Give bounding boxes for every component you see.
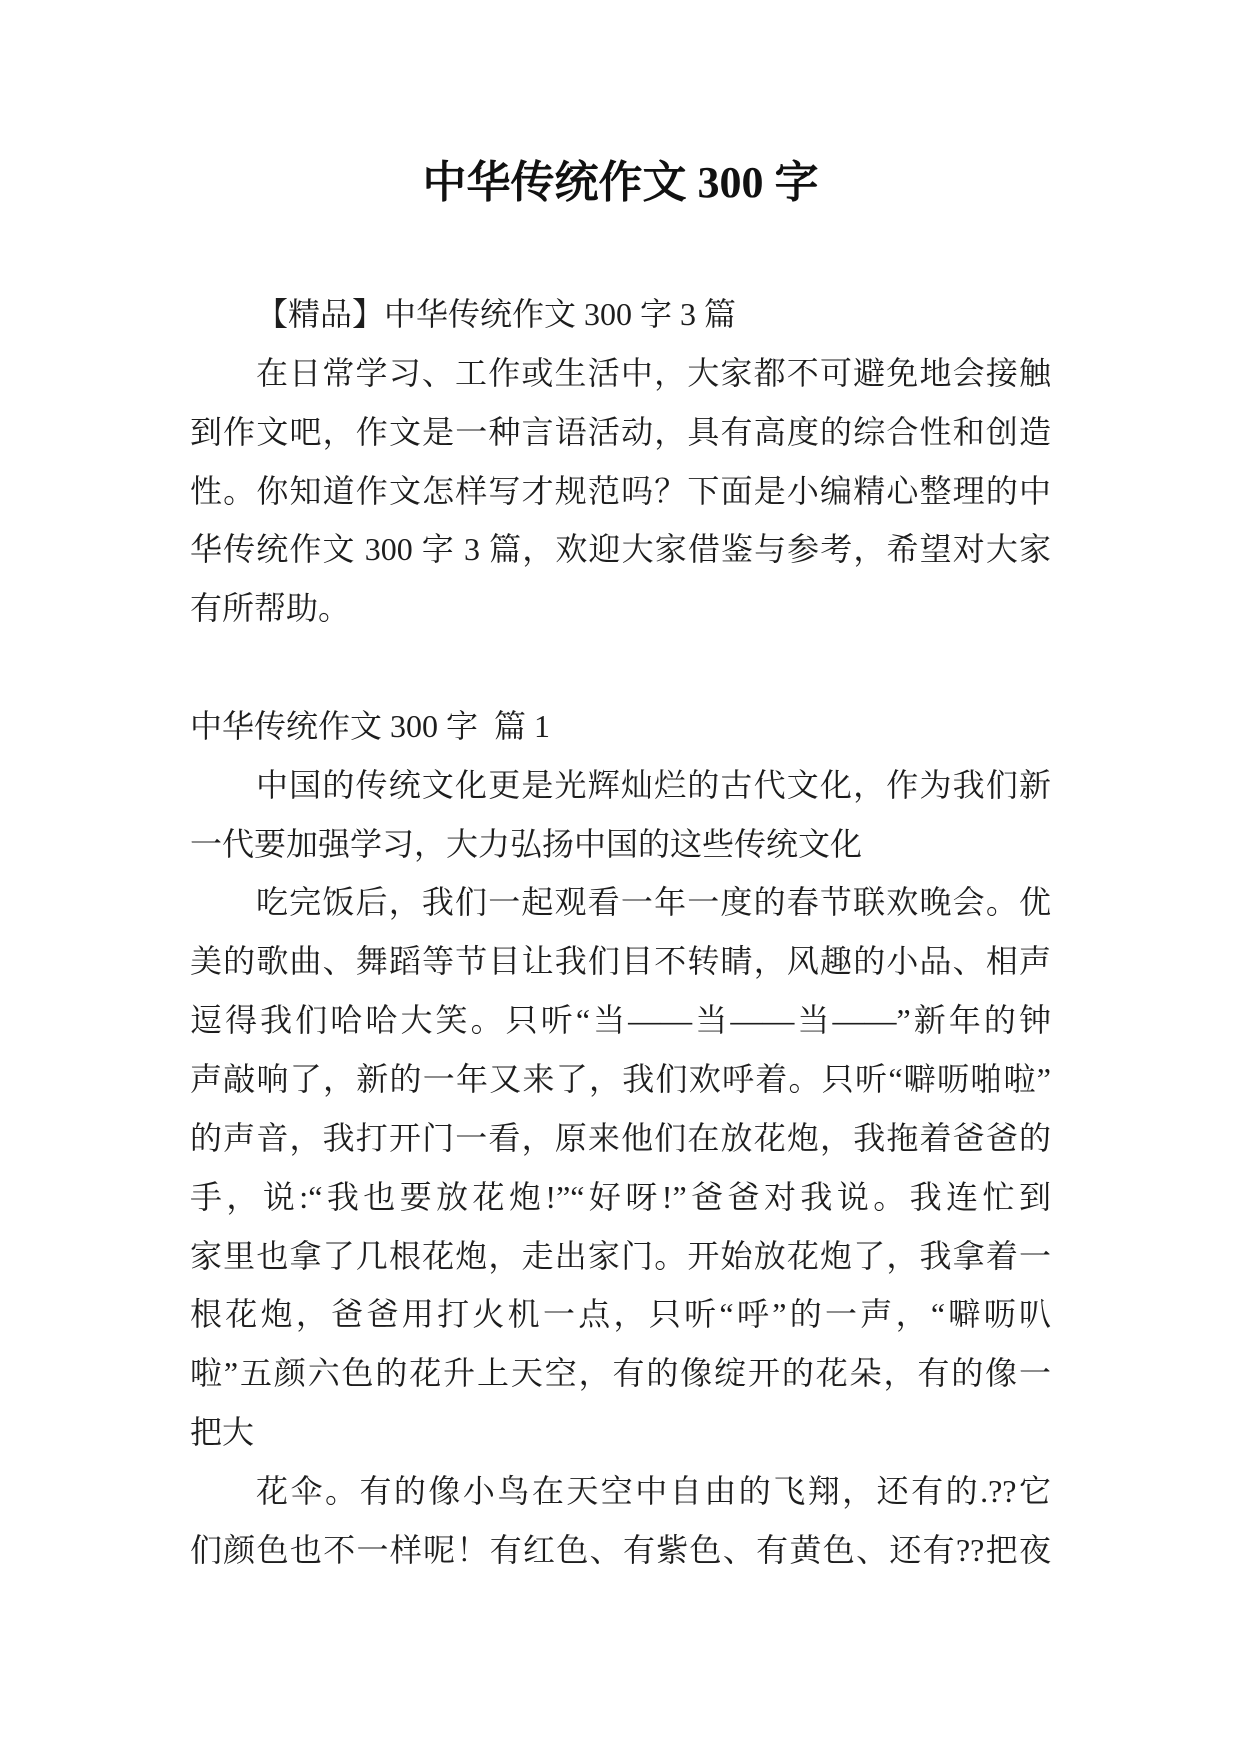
paragraph-line: 性。你知道作文怎样写才规范吗？下面是小编精心整理的中: [190, 472, 1051, 509]
document-title: 中华传统作文 300 字: [422, 158, 819, 207]
paragraph-line: 啦”五颜六色的花升上天空，有的像绽开的花朵，有的像一: [190, 1355, 1051, 1392]
paragraph-line: 华传统作文 300 字 3 篇，欢迎大家借鉴与参考，希望对大家: [190, 531, 1051, 568]
paragraph-line: 根花炮，爸爸用打火机一点，只听“呼”的一声，“噼呖叭: [190, 1296, 1051, 1333]
paragraph-line: 们颜色也不一样呢！有红色、有紫色、有黄色、还有??把夜: [190, 1531, 1051, 1568]
paragraph-line: 把大: [190, 1414, 255, 1451]
paragraph-line: 家里也拿了几根花炮，走出家门。开始放花炮了，我拿着一: [190, 1237, 1051, 1274]
section-paragraph: [190, 1462, 1051, 1580]
intro-paragraph: [190, 344, 1051, 638]
paragraph-line: 花伞。有的像小鸟在天空中自由的飞翔，还有的.??它: [256, 1472, 1051, 1509]
paragraph-line: 声敲响了，新的一年又来了，我们欢呼着。只听“噼呖啪啦”: [190, 1060, 1051, 1097]
document-body: [190, 285, 1051, 1580]
intro-heading: 【精品】中华传统作文 300 字 3 篇: [256, 296, 737, 332]
paragraph-line: 美的歌曲、舞蹈等节目让我们目不转睛，风趣的小品、相声: [190, 943, 1051, 980]
paragraph-line: 一代要加强学习，大力弘扬中国的这些传统文化: [190, 825, 863, 862]
paragraph-line: 到作文吧，作文是一种言语活动，具有高度的综合性和创造: [190, 413, 1051, 450]
paragraph-line: 在日常学习、工作或生活中，大家都不可避免地会接触: [256, 354, 1051, 391]
paragraph-line: 手，说:“我也要放花炮!”“好呀!”爸爸对我说。我连忙到: [190, 1178, 1051, 1215]
section-paragraph: [190, 756, 1051, 874]
section-paragraph: [190, 873, 1051, 1461]
paragraph-spacer: [190, 638, 1051, 697]
paragraph-line: 有所帮助。: [190, 590, 351, 627]
paragraph-line: 的声音，我打开门一看，原来他们在放花炮，我拖着爸爸的: [190, 1119, 1051, 1156]
paragraph-line: 逗得我们哈哈大笑。只听“当——当——当——”新年的钟: [190, 1002, 1051, 1039]
paragraph-line: 吃完饭后，我们一起观看一年一度的春节联欢晚会。优: [256, 884, 1051, 921]
section-heading: 中华传统作文 300 字 篇 1: [190, 707, 551, 744]
paragraph-line: 中国的传统文化更是光辉灿烂的古代文化，作为我们新: [256, 766, 1051, 803]
